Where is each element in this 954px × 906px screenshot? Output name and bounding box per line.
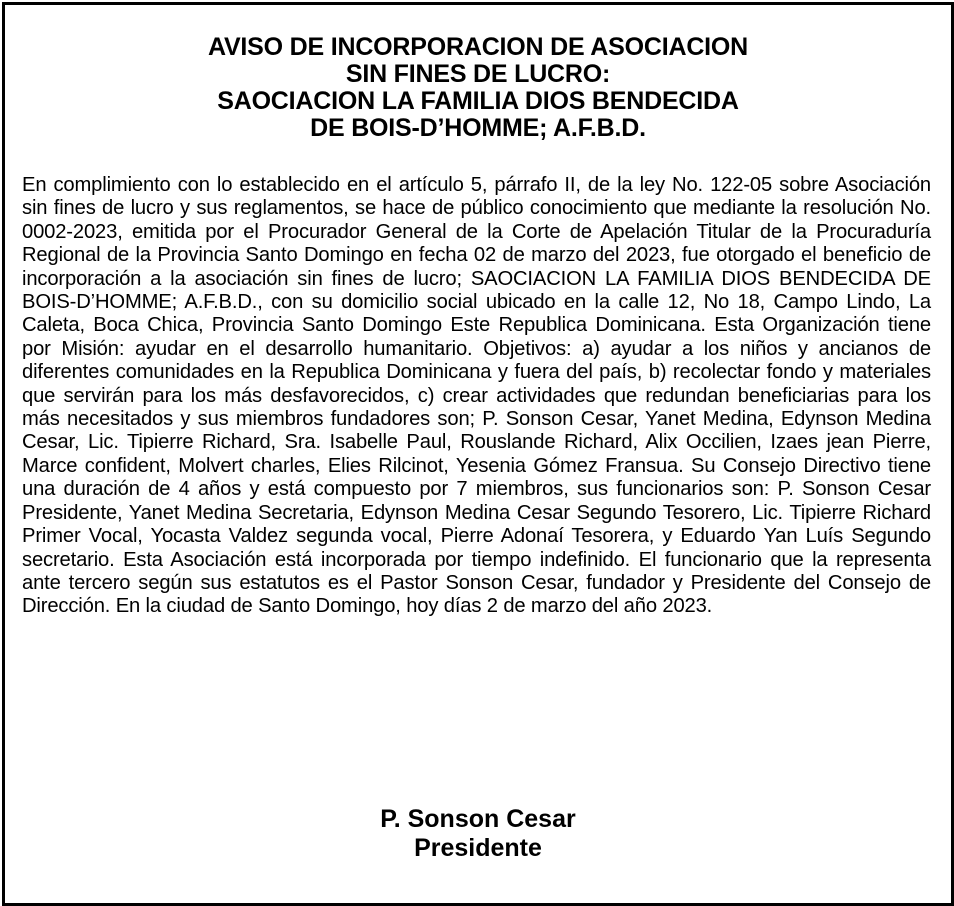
title-line: DE BOIS-D’HOMME; A.F.B.D. <box>310 114 646 142</box>
notice-frame <box>2 2 954 906</box>
signature-block <box>5 805 951 863</box>
notice-title <box>5 34 951 142</box>
title-line: SIN FINES DE LUCRO: <box>345 60 611 88</box>
signature-title: Presidente <box>414 834 542 862</box>
notice-body: En complimiento con lo establecido en el artículo 5, párrafo II, de la ley No. 122-05 sobre Asociación sin fines de lucro y sus reglamentos, se hace de público conocimiento que mediante la resolución No. 0002-2023, emitida por el Procurador General de la Corte de Apelación Titular de la Procuraduría Regional de la Provincia Santo Domingo en fecha 02 de marzo del 2023, fue otorgado el beneficio de incorporación a la asociación sin fines de lucro; SAOCIACION LA FAMILIA DIOS BENDECIDA DE BOIS-D’HOMME; A.F.B.D., con su domicilio social ubicado en la calle 12, No 18, Campo Lindo, La Caleta, Boca Chica, Provincia Santo Domingo Este Republica Dominicana. Esta Organización tiene por Misión: ayudar en el desarrollo humanitario. Objetivos: a) ayudar a los niños y ancianos de diferentes comunidades en la Republica Dominicana y fuera del país, b) recolectar fondo y materiales que servirán para los más desfavorecidos, c) crear actividades que redundan beneficiarias para los más necesitados y sus miembros fundadores son; P. Sonson Cesar, Yanet Medina, Edynson Medina Cesar, Lic. Tipierre Richard, Sra. Isabelle Paul, Rouslande Richard, Alix Occilien, Izaes jean Pierre, Marce confident, Molvert charles, Elies Rilcinot, Yesenia Gómez Fransua. Su Consejo Directivo tiene una duración de 4 años y está compuesto por 7 miembros, sus funcionarios son: P. Sonson Cesar Presidente, Yanet Medina Secretaria, Edynson Medina Cesar Segundo Tesorero, Lic. Tipierre Richard Primer Vocal, Yocasta Valdez segunda vocal, Pierre Adonaí Tesorera, y Eduardo Yan Luís Segundo secretario. Esta Asociación está incorporada por tiempo indefinido. El funcionario que la representa ante tercero según sus estatutos es el Pastor Sonson Cesar, fundador y Presidente del Consejo de Dirección. En la ciudad de Santo Domingo, hoy días 2 de marzo del año 2023. <box>22 174 931 618</box>
title-line: SAOCIACION LA FAMILIA DIOS BENDECIDA <box>217 87 739 115</box>
signature-name: P. Sonson Cesar <box>380 805 576 833</box>
title-line: AVISO DE INCORPORACION DE ASOCIACION <box>207 33 749 61</box>
